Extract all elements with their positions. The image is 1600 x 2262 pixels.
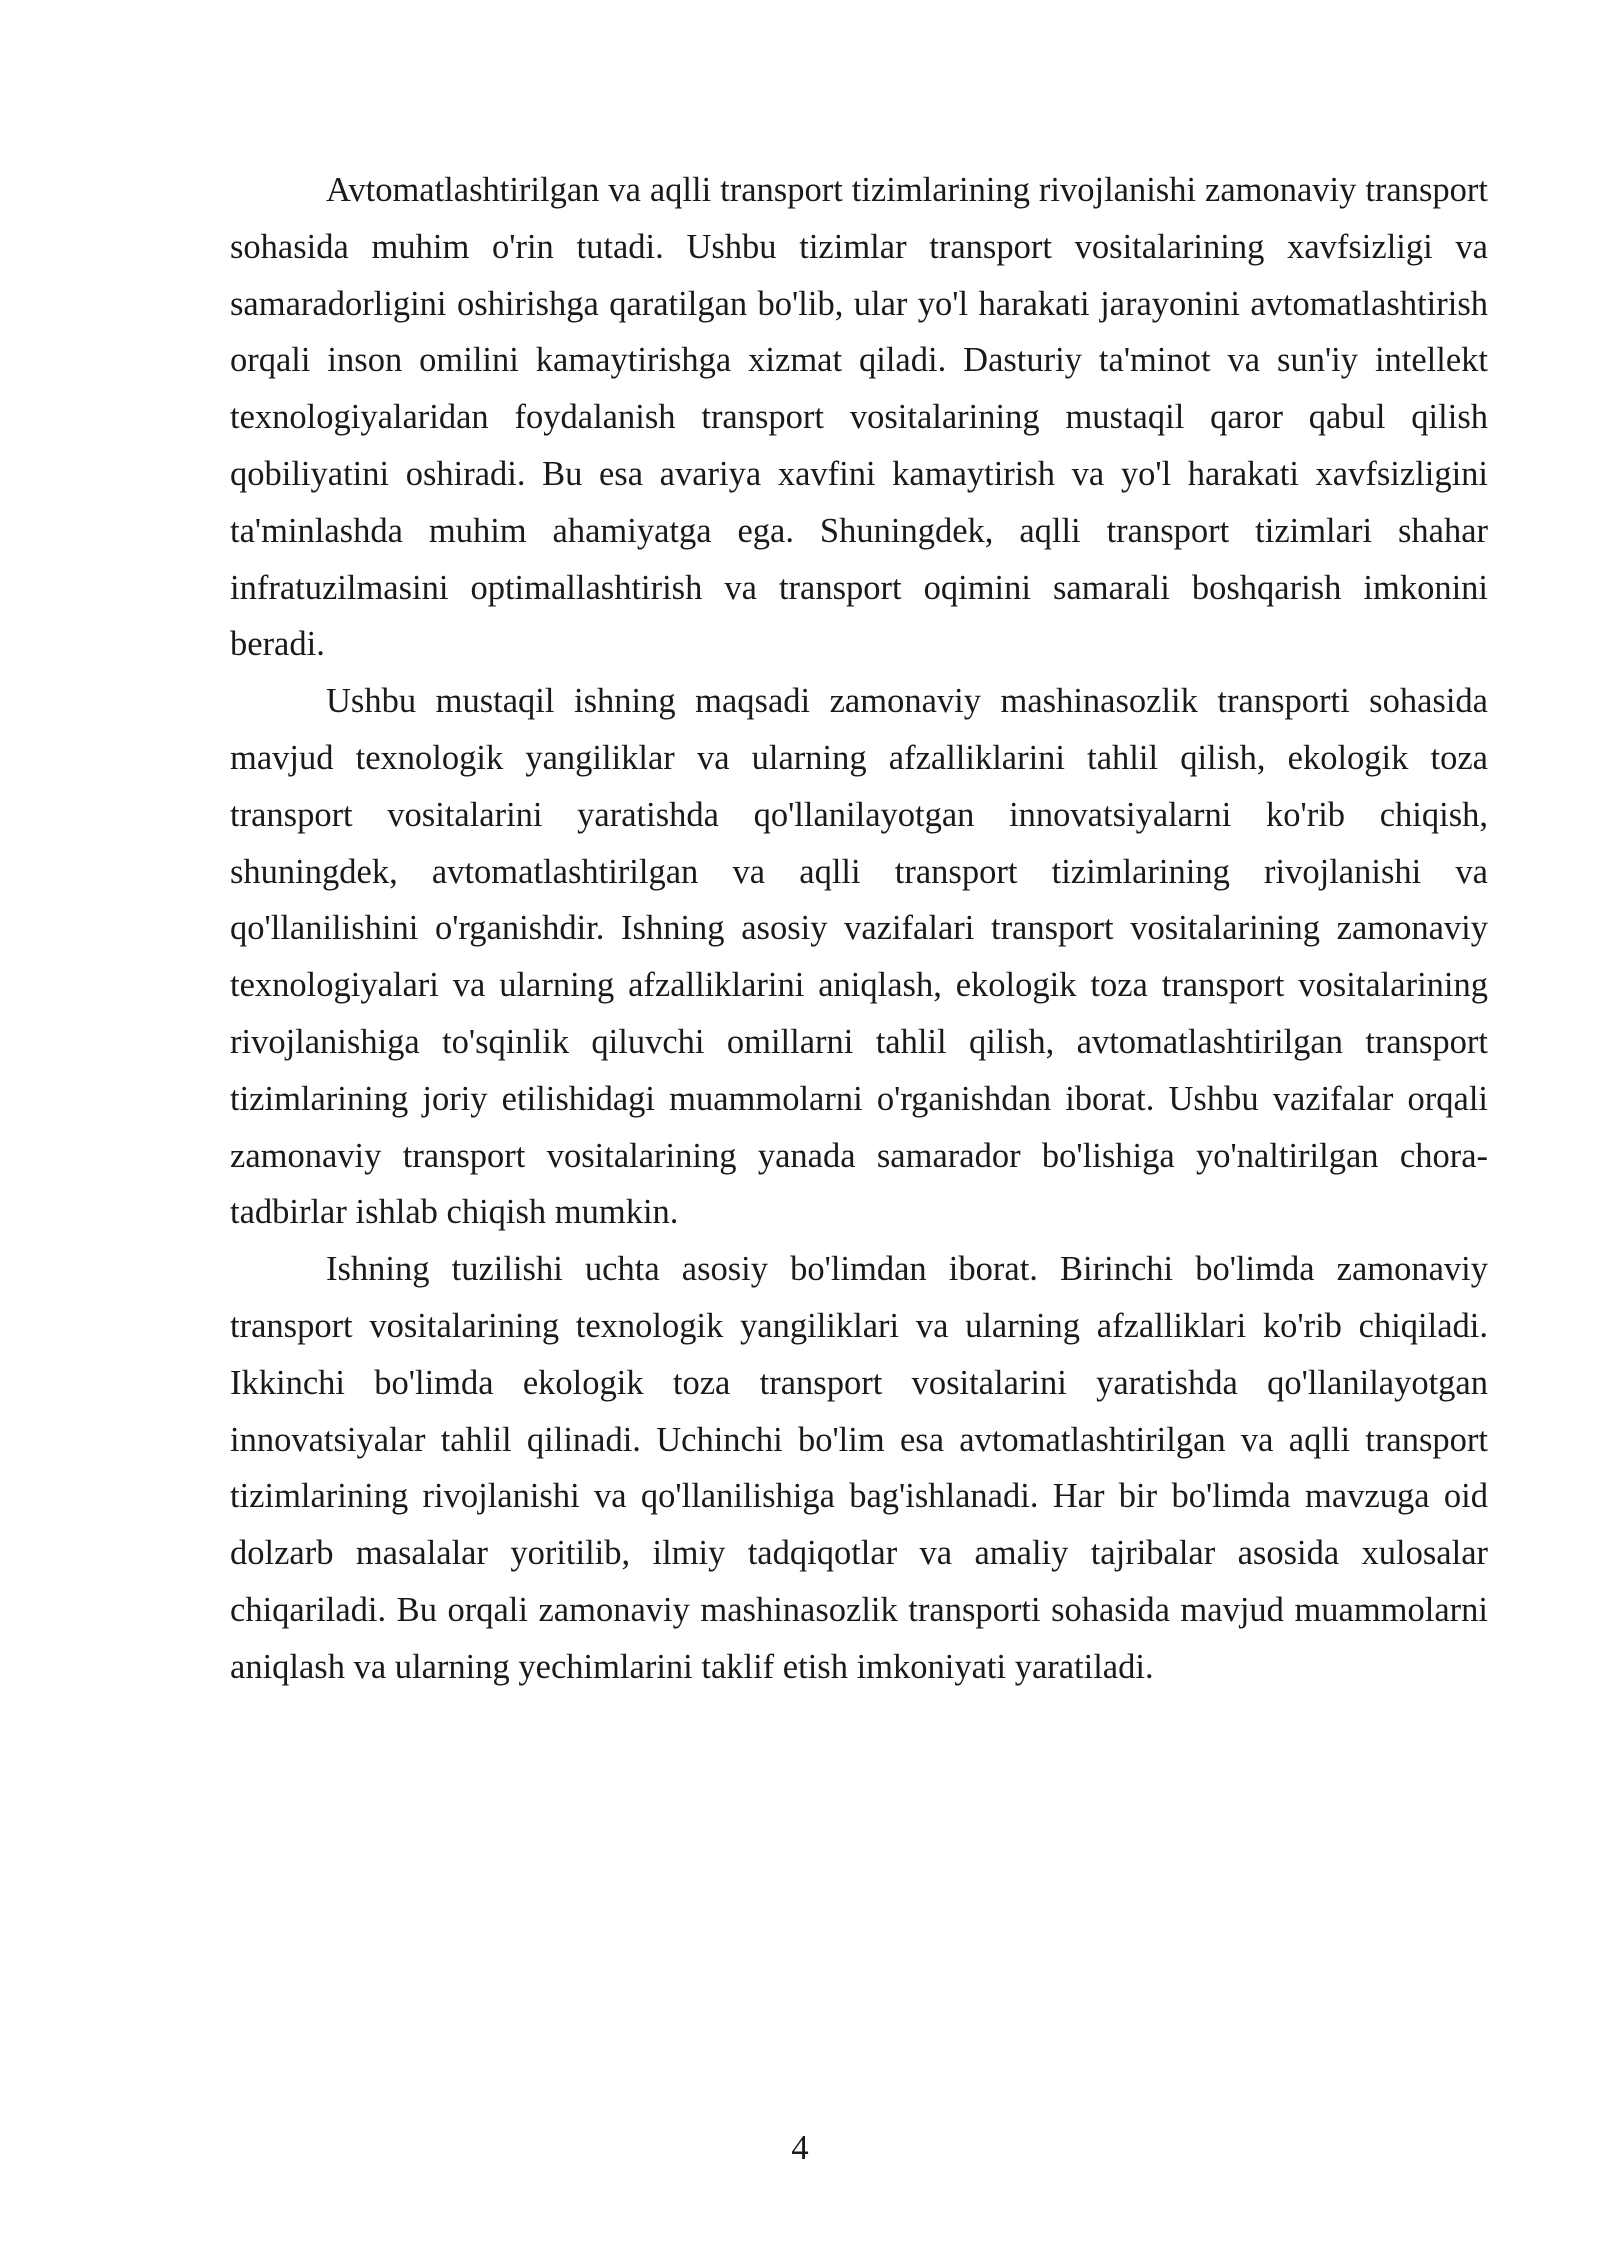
page-number: 4 [791, 2129, 809, 2167]
paragraph-goal-and-tasks: Ushbu mustaqil ishning maqsadi zamonaviy mashinasozlik transporti sohasida mavjud texnologik yangiliklar va ularning afzalliklarini tahlil qilish, ekologik toza transport vositalarini yaratishda qo'llanilayotgan innovatsiyalarni ko'rib chiqish, shuningdek, avtomatlashtirilgan va aqlli transport tizimlarining rivojlanishi va qo'llanilishini o'rganishdir. Ishning asosiy vazifalari transport vositalarining zamonaviy texnologiyalari va ularning afzalliklarini aniqlash, ekologik toza transport vositalarining rivojlanishiga to'sqinlik qiluvchi omillarni tahlil qilish, avtomatlashtirilgan transport tizimlarining joriy etilishidagi muammolarni o'rganishdan iborat. Ushbu vazifalar orqali zamonaviy transport vositalarining yanada samarador bo'lishiga yo'naltirilgan chora-tadbirlar ishlab chiqish mumkin. [230, 682, 1488, 1232]
paragraph-intro-smart-transport: Avtomatlashtirilgan va aqlli transport tizimlarining rivojlanishi zamonaviy transport sohasida muhim o'rin tutadi. Ushbu tizimlar transport vositalarining xavfsizligi va samaradorligini oshirishga qaratilgan bo'lib, ular yo'l harakati jarayonini avtomatlashtirish orqali inson omilini kamaytirishga xizmat qiladi. Dasturiy ta'minot va sun'iy intellekt texnologiyalaridan foydalanish transport vositalarining mustaqil qaror qabul qilish qobiliyatini oshiradi. Bu esa avariya xavfini kamaytirish va yo'l harakati xavfsizligini ta'minlashda muhim ahamiyatga ega. Shuningdek, aqlli transport tizimlari shahar infratuzilmasini optimallashtirish va transport oqimini samarali boshqarish imkonini beradi. [230, 171, 1488, 664]
body-text [230, 162, 1488, 1696]
paragraph-structure: Ishning tuzilishi uchta asosiy bo'limdan iborat. Birinchi bo'limda zamonaviy transport vositalarining texnologik yangiliklari va ularning afzalliklari ko'rib chiqiladi. Ikkinchi bo'limda ekologik toza transport vositalarini yaratishda qo'llanilayotgan innovatsiyalar tahlil qilinadi. Uchinchi bo'lim esa avtomatlashtirilgan va aqlli transport tizimlarining rivojlanishi va qo'llanilishiga bag'ishlanadi. Har bir bo'limda mavzuga oid dolzarb masalalar yoritilib, ilmiy tadqiqotlar va amaliy tajribalar asosida xulosalar chiqariladi. Bu orqali zamonaviy mashinasozlik transporti sohasida mavjud muammolarni aniqlash va ularning yechimlarini taklif etish imkoniyati yaratiladi. [230, 1250, 1488, 1686]
